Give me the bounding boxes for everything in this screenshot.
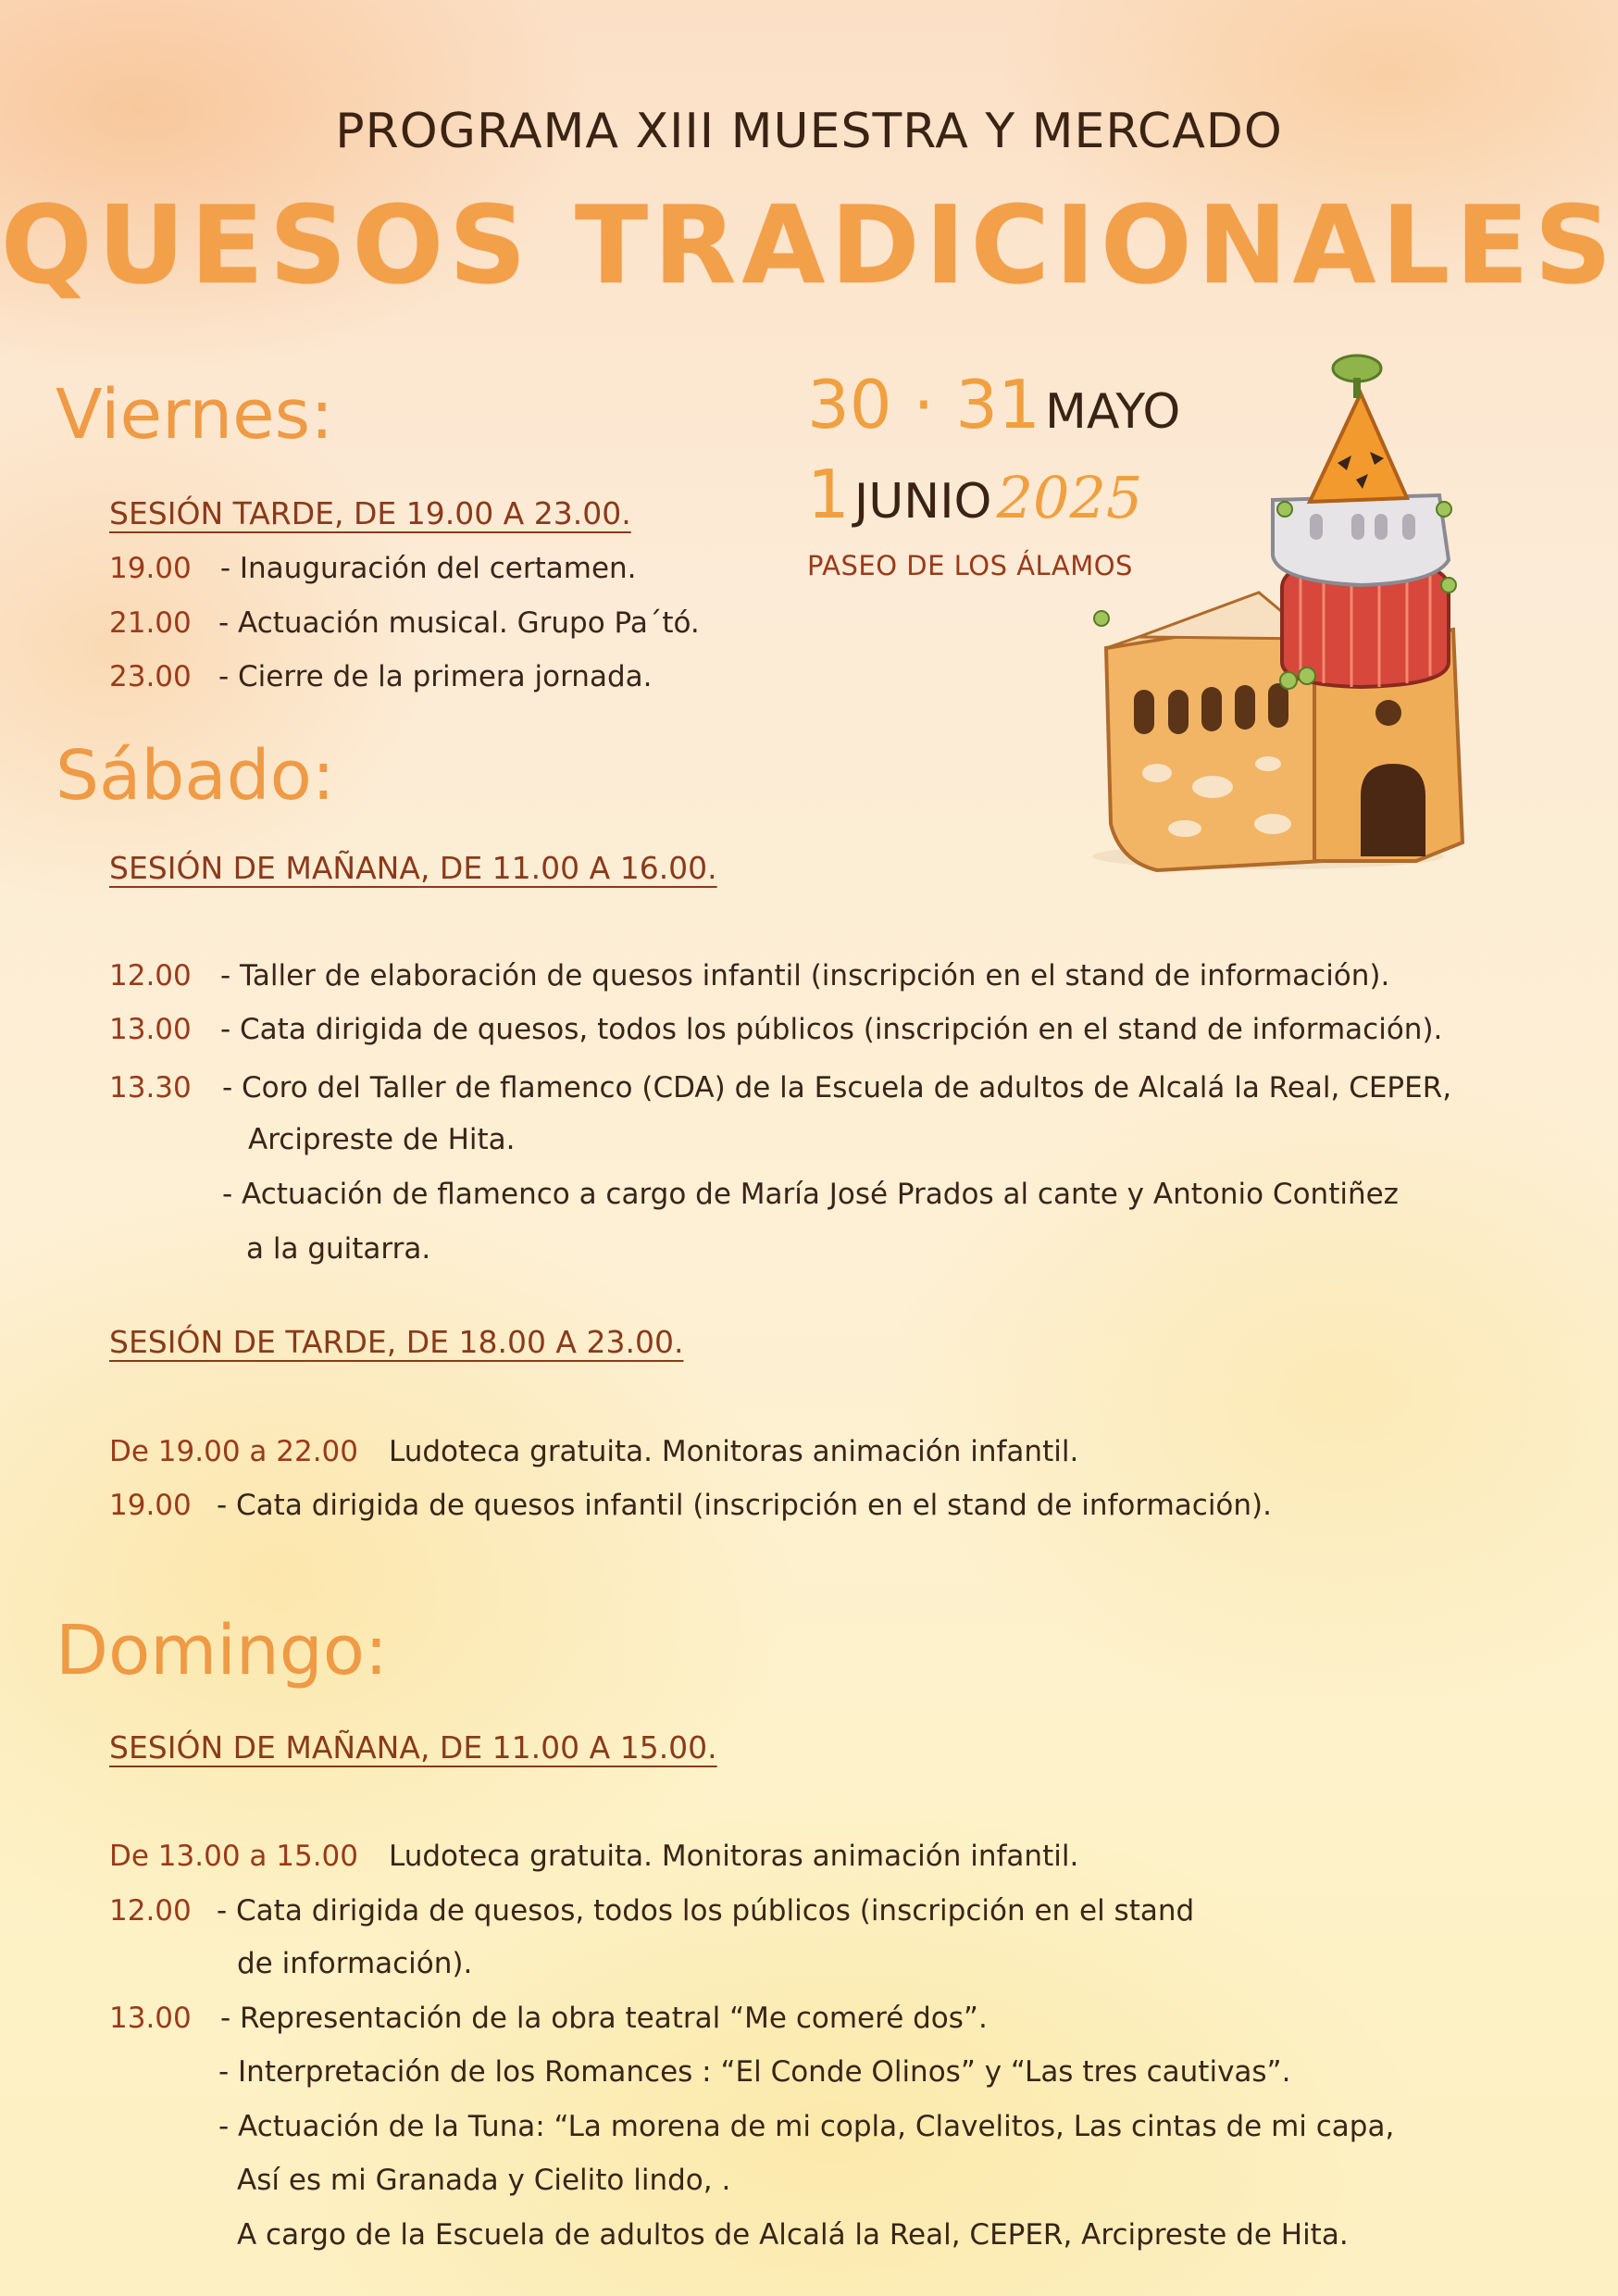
schedule-time: 13.00 [109,1013,192,1046]
day-heading-viernes: Viernes: [56,375,334,455]
schedule-row [237,2218,1349,2252]
schedule-row [109,552,637,585]
schedule-time: De 13.00 a 15.00 [109,1840,358,1873]
day-heading-sabado: Sábado: [56,736,335,816]
schedule-text: Arcipreste de Hita. [248,1123,516,1156]
program-heading: PROGRAMA XIII MUESTRA Y MERCADO [335,104,1283,159]
schedule-text: - Cierre de la primera jornada. [218,660,653,693]
schedule-text: Ludoteca gratuita. Monitoras animación infantil. [389,1435,1079,1468]
schedule-time: 21.00 [109,606,192,640]
schedule-row [109,1894,1194,1928]
schedule-row [237,2164,730,2197]
schedule-row [109,1840,1078,1873]
schedule-row [109,2002,988,2035]
event-year: 2025 [996,464,1143,531]
schedule-text: de información). [237,1947,473,1980]
schedule-row [109,959,1389,992]
dates-june-month: JUNIO [853,474,992,530]
schedule-text: a la guitarra. [246,1232,431,1266]
dates-may-month: MAYO [1045,384,1181,440]
schedule-text: - Taller de elaboración de quesos infantil (inscripción en el stand de información). [220,959,1390,992]
schedule-row [109,1435,1078,1468]
schedule-text: - Actuación de la Tuna: “La morena de mi copla, Clavelitos, Las cintas de mi capa, [218,2110,1395,2143]
schedule-row [246,1232,430,1266]
schedule-text: - Actuación musical. Grupo Pa´tó. [218,606,700,640]
schedule-text: Ludoteca gratuita. Monitoras animación infantil. [389,1840,1079,1873]
schedule-row [222,1178,1399,1211]
schedule-row [109,1489,1272,1522]
schedule-time: 12.00 [109,959,192,992]
schedule-row [109,660,652,693]
schedule-row [218,2055,1290,2089]
schedule-time: 12.00 [109,1894,192,1928]
schedule-text: - Inauguración del certamen. [211,552,637,585]
schedule-row [218,2110,1394,2143]
session-heading: SESIÓN DE TARDE, DE 18.00 A 23.00. [109,1324,684,1360]
schedule-time: 23.00 [109,660,192,693]
schedule-row [109,1013,1442,1046]
session-heading: SESIÓN DE MAÑANA, DE 11.00 A 15.00. [109,1729,717,1766]
schedule-text: - Actuación de flamenco a cargo de María José Prados al cante y Antonio Contiñez [222,1178,1399,1211]
schedule-text: - Cata dirigida de quesos infantil (inscripción en el stand de información). [217,1489,1272,1522]
schedule-text: - Representación de la obra teatral “Me comeré dos”. [220,2002,988,2035]
schedule-text: A cargo de la Escuela de adultos de Alcalá la Real, CEPER, Arcipreste de Hita. [237,2218,1349,2252]
schedule-time: De 19.00 a 22.00 [109,1435,358,1468]
event-venue: PASEO DE LOS ÁLAMOS [807,550,1133,581]
schedule-row [237,1947,472,1980]
main-title: QUESOS TRADICIONALES [0,183,1618,308]
schedule-row [109,606,700,640]
schedule-time: 19.00 [109,1489,192,1522]
schedule-text: - Interpretación de los Romances : “El Conde Olinos” y “Las tres cautivas”. [218,2055,1291,2089]
schedule-text: Así es mi Granada y Cielito lindo, . [237,2164,731,2197]
schedule-text: - Cata dirigida de quesos, todos los públicos (inscripción en el stand [217,1894,1195,1928]
schedule-row [109,1071,1451,1104]
schedule-text: - Cata dirigida de quesos, todos los públicos (inscripción en el stand de información). [220,1013,1443,1046]
cheese-castle-illustration [1083,343,1472,880]
session-heading: SESIÓN DE MAÑANA, DE 11.00 A 16.00. [109,850,717,886]
day-heading-domingo: Domingo: [56,1611,388,1691]
dates-june-number: 1 [807,455,850,533]
dates-may-numbers: 30 · 31 [807,366,1040,443]
schedule-row [248,1123,516,1156]
schedule-time: 19.00 [109,552,192,585]
session-heading: SESIÓN TARDE, DE 19.00 A 23.00. [109,495,631,531]
schedule-time: 13.00 [109,2002,192,2035]
schedule-text: - Coro del Taller de flamenco (CDA) de la Escuela de adultos de Alcalá la Real, CEPER, [222,1071,1452,1104]
schedule-time: 13.30 [109,1071,192,1104]
